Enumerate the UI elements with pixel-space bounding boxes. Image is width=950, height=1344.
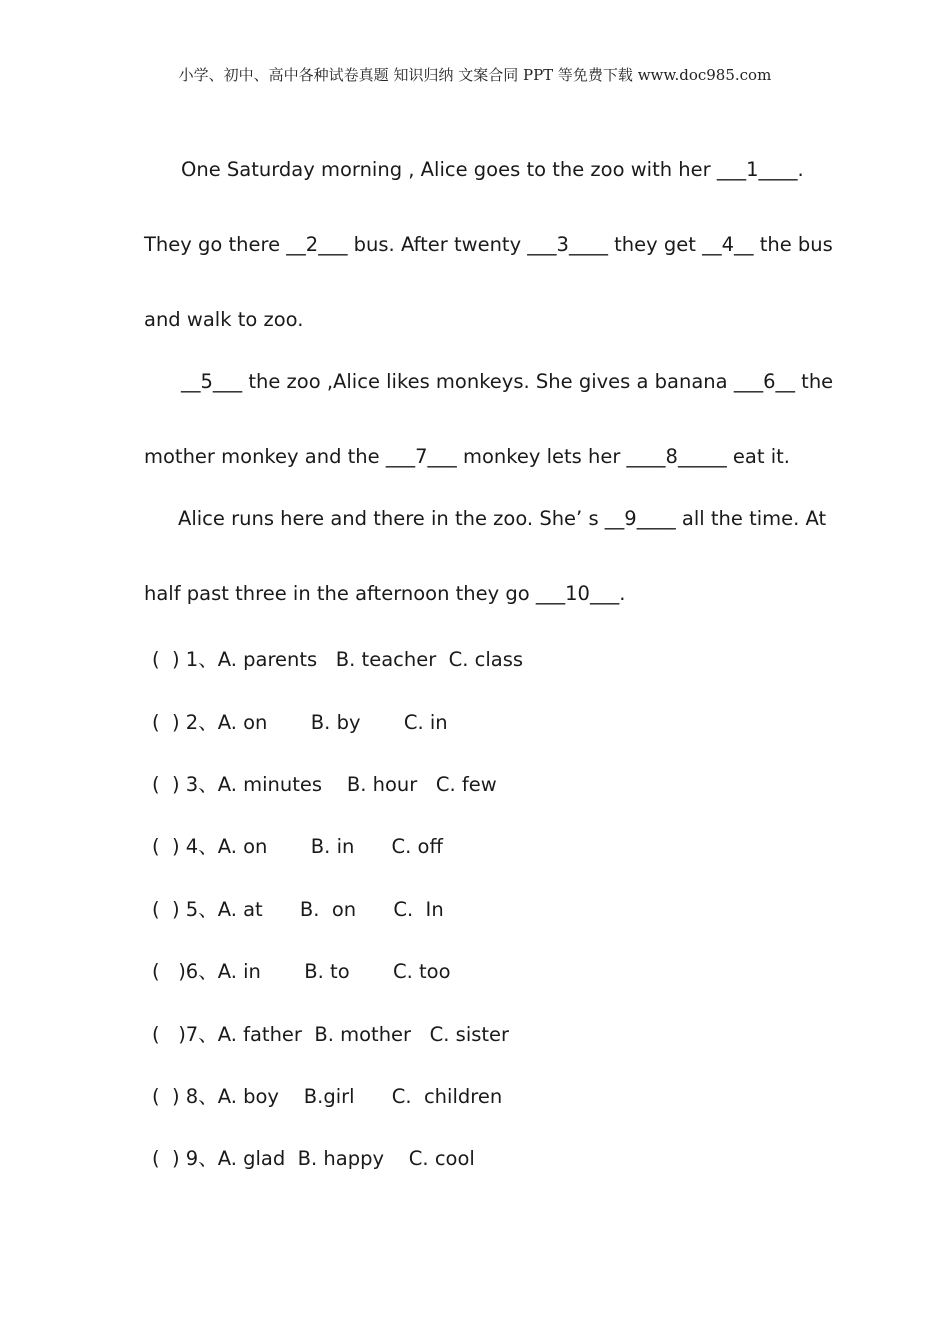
passage-line-2: They go there __2___ bus. After twenty ___3____ they get __4__ the bus: [144, 233, 833, 256]
passage-line-1: One Saturday morning , Alice goes to the zoo with her ___1____.: [181, 158, 804, 181]
question-5: ( ) 5、A. at B. on C. In: [152, 898, 444, 921]
page-header-banner: 小学、初中、高中各种试卷真题 知识归纳 文案合同 PPT 等免费下载 www.doc985.com: [178, 66, 772, 84]
question-4: ( ) 4、A. on B. in C. off: [152, 835, 443, 858]
passage-line-5: mother monkey and the ___7___ monkey lets her ____8_____ eat it.: [144, 445, 790, 468]
question-7: ( )7、A. father B. mother C. sister: [152, 1023, 510, 1046]
question-1: ( ) 1、A. parents B. teacher C. class: [152, 648, 524, 671]
question-8: ( ) 8、A. boy B.girl C. children: [152, 1085, 503, 1108]
passage-line-6: Alice runs here and there in the zoo. She’ s __9____ all the time. At: [178, 507, 827, 530]
question-3: ( ) 3、A. minutes B. hour C. few: [152, 773, 497, 796]
passage-line-4: __5___ the zoo ,Alice likes monkeys. She gives a banana ___6__ the: [181, 370, 834, 393]
question-2: ( ) 2、A. on B. by C. in: [152, 711, 448, 734]
question-9: ( ) 9、A. glad B. happy C. cool: [152, 1147, 475, 1170]
passage-line-3: and walk to zoo.: [144, 308, 304, 331]
question-6: ( )6、A. in B. to C. too: [152, 960, 451, 983]
passage-line-7: half past three in the afternoon they go ___10___.: [144, 582, 626, 605]
